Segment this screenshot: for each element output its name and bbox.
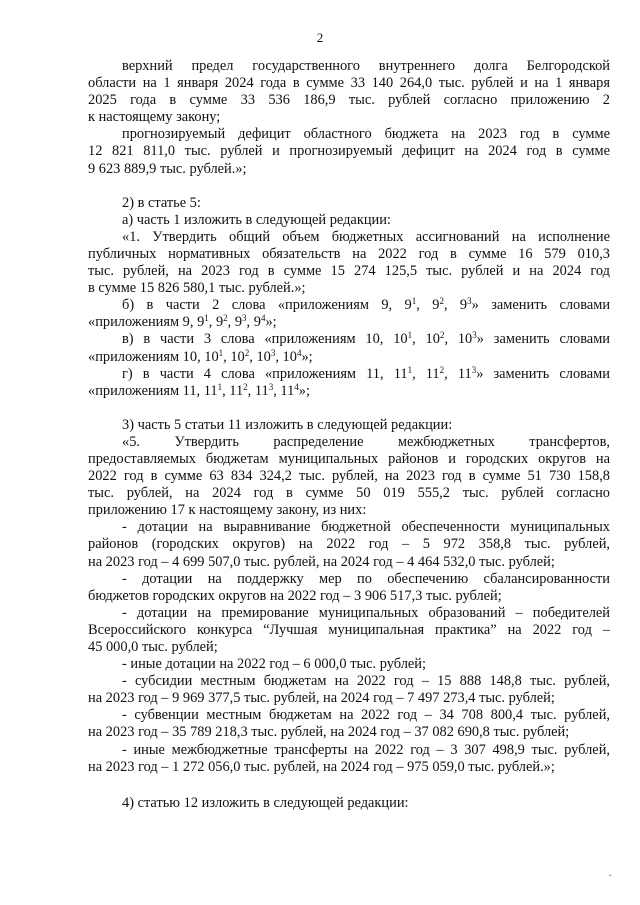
text-line: прогнозируемый дефицит областного бюджета на 2023 год в сумме bbox=[122, 126, 610, 143]
text-line: в сумме 15 826 580,1 тыс. рублей.»; bbox=[88, 280, 306, 297]
text-line: на 2023 год – 35 789 218,3 тыс. рублей, на 2024 год – 37 082 690,8 тыс. рублей; bbox=[88, 724, 570, 741]
text-line: на 2023 год – 4 699 507,0 тыс. рублей, на 2024 год – 4 464 532,0 тыс. рублей; bbox=[88, 553, 555, 570]
text-line: а) часть 1 изложить в следующей редакции: bbox=[122, 211, 391, 228]
text-line: 4) статью 12 изложить в следующей редакции: bbox=[122, 794, 409, 811]
paragraph-gap bbox=[88, 400, 610, 417]
text-line: г) в части 4 слова «приложениям 11, $11^1$, $11^2$, $11^3$» заменить словами bbox=[122, 364, 610, 382]
document-body bbox=[88, 58, 610, 812]
text-line: «приложениям 9, $9^1$, $9^2$, $9^3$, $9^4$»; bbox=[88, 313, 277, 331]
text-line: «5. Утвердить распределение межбюджетных трансфертов, bbox=[122, 433, 610, 450]
text-line: 45 000,0 тыс. рублей; bbox=[88, 639, 218, 655]
text-line: верхний предел государственного внутреннего долга Белгородской bbox=[122, 58, 610, 74]
text-line: в) в части 3 слова «приложениям 10, $10^1$, $10^2$, $10^3$» заменить словами bbox=[122, 330, 611, 348]
text-line: - дотации на поддержку мер по обеспечению сбалансированности bbox=[122, 570, 610, 587]
text-line: на 2023 год – 1 272 056,0 тыс. рублей, на 2024 год – 975 059,0 тыс. рублей.»; bbox=[88, 758, 555, 775]
text-line: публичных нормативных обязательств на 2022 год в сумме 16 579 010,3 bbox=[88, 245, 610, 262]
text-line: 3) часть 5 статьи 11 изложить в следующей редакции: bbox=[122, 416, 453, 433]
text-line: б) в части 2 слова «приложениям 9, $9^1$, $9^2$, $9^3$» заменить словами bbox=[122, 296, 611, 314]
text-line: бюджетов городских округов на 2022 год – 3 906 517,3 тыс. рублей; bbox=[88, 587, 502, 604]
text-line: «приложениям 10, $10^1$, $10^2$, $10^3$, $10^4$»; bbox=[88, 347, 313, 365]
text-line: тыс. рублей, на 2023 год в сумме 15 274 125,5 тыс. рублей и на 2024 год bbox=[88, 263, 610, 280]
text-line: Всероссийского конкурса “Лучшая муниципальная практика” на 2022 год – bbox=[88, 621, 610, 638]
text-line: к настоящему закону; bbox=[88, 109, 221, 126]
text-line: - субсидии местным бюджетам на 2022 год – 15 888 148,8 тыс. рублей, bbox=[122, 673, 610, 690]
text-line: «1. Утвердить общий объем бюджетных ассигнований на исполнение bbox=[122, 228, 610, 245]
text-line: 12 821 811,0 тыс. рублей и прогнозируемый дефицит на 2024 год в сумме bbox=[88, 143, 610, 160]
paragraph-gap bbox=[88, 776, 610, 795]
text-line: районов (городских округов) на 2022 год – 5 972 358,8 тыс. рублей, bbox=[88, 536, 610, 553]
text-line: тыс. рублей, на 2024 год в сумме 50 019 555,2 тыс. рублей согласно bbox=[88, 485, 610, 502]
text-line: на 2023 год – 9 969 377,5 тыс. рублей, на 2024 год – 7 497 273,4 тыс. рублей; bbox=[88, 690, 555, 707]
text-line: 2025 года в сумме 33 536 186,9 тыс. рублей согласно приложению 2 bbox=[88, 92, 610, 109]
text-line: - дотации на выравнивание бюджетной обеспеченности муниципальных bbox=[122, 519, 610, 536]
text-line: 2) в статье 5: bbox=[122, 194, 201, 211]
page-number: 2 bbox=[316, 30, 324, 45]
text-line: приложению 17 к настоящему закону, из них: bbox=[88, 502, 367, 519]
text-line: - иные дотации на 2022 год – 6 000,0 тыс. рублей; bbox=[122, 656, 426, 673]
paragraph-gap bbox=[88, 178, 610, 195]
text-line: - дотации на премирование муниципальных образований – победителей bbox=[122, 604, 610, 621]
text-line: «приложениям 11, $11^1$, $11^2$, $11^3$, $11^4$»; bbox=[88, 381, 310, 399]
text-line: 2022 год в сумме 63 834 324,2 тыс. рублей, на 2023 год в сумме 51 730 158,8 bbox=[88, 468, 610, 485]
text-line: предоставляемых бюджетам муниципальных районов и городских округов на bbox=[88, 450, 610, 467]
text-line: - иные межбюджетные трансферты на 2022 год – 3 307 498,9 тыс. рублей, bbox=[122, 741, 610, 758]
text-line: - субвенции местным бюджетам на 2022 год – 34 708 800,4 тыс. рублей, bbox=[122, 707, 610, 724]
text-line: 9 623 889,9 тыс. рублей.»; bbox=[88, 160, 247, 177]
text-line: области на 1 января 2024 года в сумме 33 140 264,0 тыс. рублей и на 1 января bbox=[88, 75, 610, 92]
scan-mark: ˇ bbox=[608, 874, 612, 885]
